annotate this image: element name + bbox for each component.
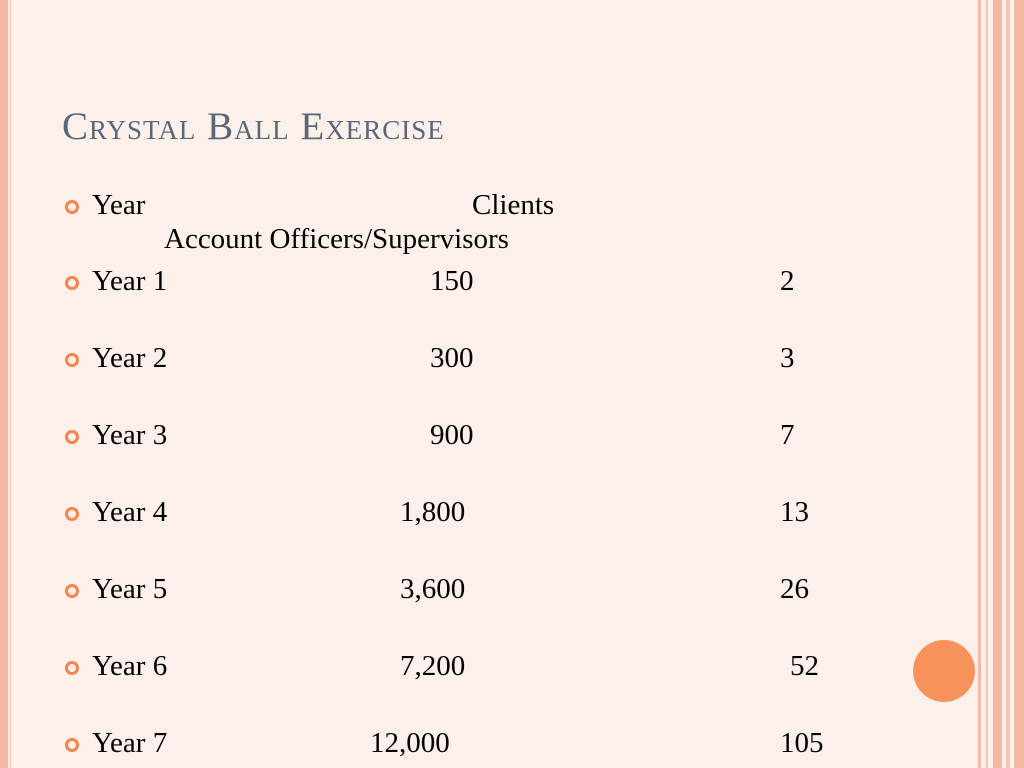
officers-column-header: Account Officers/Supervisors [164,223,509,255]
row-clients: 12,000 [370,727,450,759]
row-year: Year 4 [92,496,168,528]
row-officers: 2 [780,265,795,297]
row-clients: 1,800 [400,496,466,528]
year-column-header: Year [92,189,146,221]
decorative-circle [913,640,975,702]
left-border-line [10,0,11,768]
row-officers: 13 [780,496,809,528]
row-clients: 3,600 [400,573,466,605]
left-border [0,0,8,768]
row-officers: 26 [780,573,809,605]
row-year: Year 2 [92,342,168,374]
bullet-icon [65,661,79,675]
bullet-icon [65,200,79,214]
bullet-icon [65,738,79,752]
right-border-stripe [986,0,988,768]
bullet-icon [65,584,79,598]
row-officers: 7 [780,419,795,451]
bullet-icon [65,276,79,290]
right-border-stripe [978,0,981,768]
bullet-icon [65,507,79,521]
right-border-stripe [1006,0,1010,768]
right-border-stripe [1014,0,1024,768]
row-year: Year 5 [92,573,168,605]
row-year: Year 6 [92,650,168,682]
row-clients: 7,200 [400,650,466,682]
row-year: Year 7 [92,727,168,759]
row-year: Year 1 [92,265,168,297]
clients-column-header: Clients [472,189,555,221]
slide-title: Crystal Ball Exercise [62,105,445,148]
row-year: Year 3 [92,419,168,451]
row-clients: 900 [430,419,474,451]
bullet-icon [65,430,79,444]
row-clients: 300 [430,342,474,374]
row-officers: 52 [790,650,819,682]
bullet-icon [65,353,79,367]
row-officers: 3 [780,342,795,374]
row-clients: 150 [430,265,474,297]
right-border-stripe [993,0,1002,768]
row-officers: 105 [780,727,824,759]
